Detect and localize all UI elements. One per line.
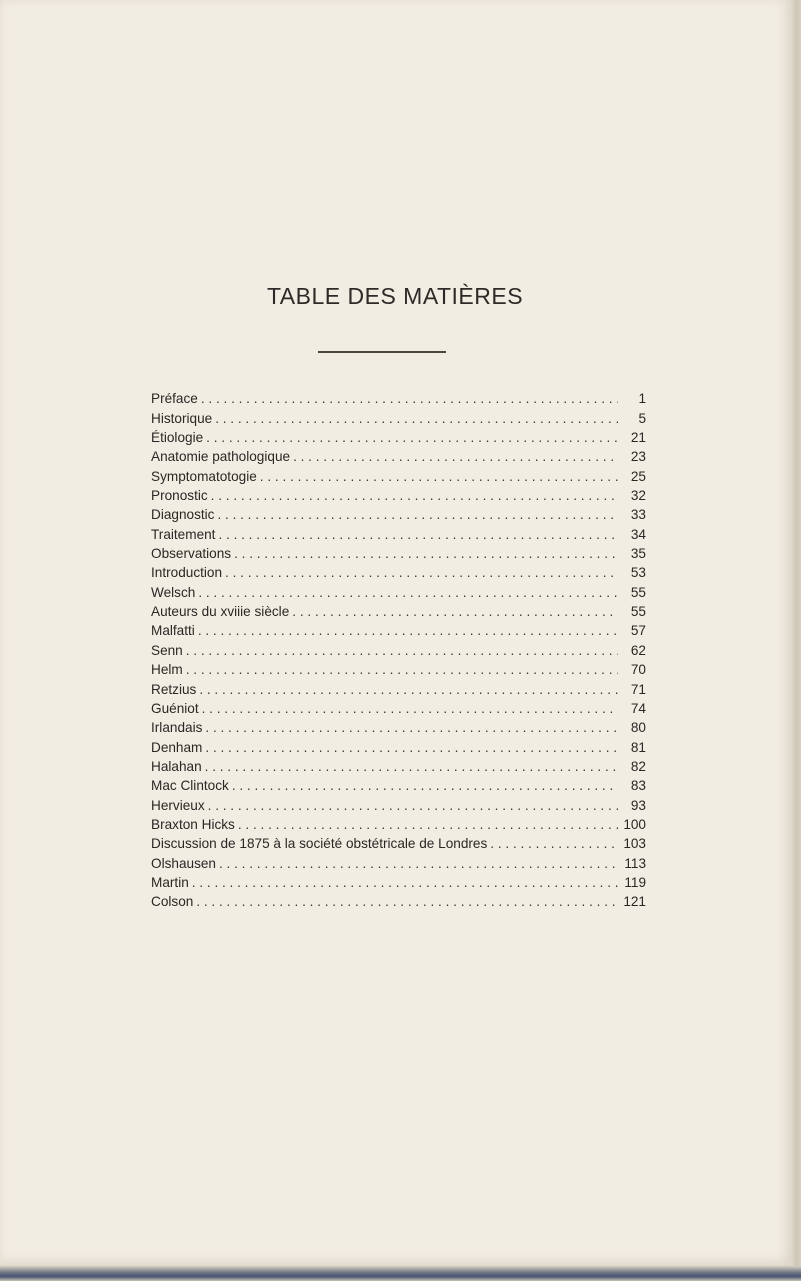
- toc-entry-label: Observations: [151, 546, 232, 562]
- toc-entry-page: 70: [630, 662, 646, 678]
- toc-entry: [151, 795, 646, 814]
- toc-entry-page: 21: [630, 430, 646, 446]
- toc-entry-page: 32: [630, 488, 646, 504]
- toc-entry-page: 71: [630, 681, 646, 697]
- toc-entry: [151, 660, 646, 679]
- dot-leader: [211, 486, 618, 505]
- toc-entry: [151, 640, 646, 659]
- toc-entry: [151, 718, 646, 737]
- toc-entry-page: 34: [630, 526, 646, 542]
- toc-entry-label: Irlandais: [151, 720, 203, 736]
- toc-entry: [151, 815, 646, 834]
- toc-entry-label: Discussion de 1875 à la société obstétricale de Londres: [151, 836, 488, 852]
- dot-leader: [260, 467, 618, 486]
- toc-entry-label: Préface: [151, 391, 198, 407]
- toc-entry: [151, 408, 646, 427]
- toc-entry: [151, 524, 646, 543]
- toc-entry-label: Malfatti: [151, 623, 195, 639]
- toc-entry-page: 53: [630, 565, 646, 581]
- toc-entry: [151, 776, 646, 795]
- toc-entry-label: Auteurs du xviiie siècle: [151, 604, 290, 620]
- toc-entry-label: Mac Clintock: [151, 778, 229, 794]
- toc-entry: [151, 699, 646, 718]
- dot-leader: [234, 544, 618, 563]
- toc-entry-label: Guéniot: [151, 700, 199, 716]
- toc-entry-page: 83: [630, 778, 646, 794]
- dot-leader: [199, 680, 618, 699]
- toc-entry-label: Traitement: [151, 526, 216, 542]
- toc-entry-page: 113: [624, 855, 646, 871]
- toc-entry: [151, 602, 646, 621]
- dot-leader: [205, 718, 618, 737]
- dot-leader: [218, 525, 618, 544]
- toc-entry: [151, 544, 646, 563]
- toc-entry-page: 33: [630, 507, 646, 523]
- toc-entry-label: Welsch: [151, 584, 196, 600]
- dot-leader: [201, 389, 618, 408]
- toc-entry-label: Hervieux: [151, 797, 205, 813]
- dot-leader: [293, 447, 618, 466]
- dot-leader: [206, 428, 618, 447]
- dot-leader: [292, 602, 618, 621]
- toc-entry-page: 81: [630, 739, 646, 755]
- toc-entry-page: 25: [630, 468, 646, 484]
- dot-leader: [205, 738, 618, 757]
- dot-leader: [238, 815, 618, 834]
- toc-entry-label: Pronostic: [151, 488, 208, 504]
- toc-entry-label: Retzius: [151, 681, 197, 697]
- dot-leader: [490, 834, 618, 853]
- toc-entry: [151, 892, 646, 911]
- toc-entry-label: Étiologie: [151, 430, 204, 446]
- toc-entry: [151, 466, 646, 485]
- toc-entry: [151, 834, 646, 853]
- toc-entry-label: Senn: [151, 642, 183, 658]
- toc-entry-page: 119: [624, 874, 646, 890]
- page-title: TABLE DES MATIÈRES: [266, 283, 524, 309]
- dot-leader: [192, 873, 618, 892]
- toc-entry-label: Diagnostic: [151, 507, 215, 523]
- toc-entry-label: Anatomie pathologique: [151, 449, 291, 465]
- toc-entry-page: 1: [638, 391, 646, 407]
- toc-entry: [151, 486, 646, 505]
- dot-leader: [198, 583, 618, 602]
- dot-leader: [186, 660, 618, 679]
- toc-entry-page: 93: [630, 797, 646, 813]
- dot-leader: [196, 892, 618, 911]
- toc-entry-label: Braxton Hicks: [151, 816, 235, 832]
- dot-leader: [186, 641, 618, 660]
- toc-entry-page: 23: [630, 449, 646, 465]
- dot-leader: [225, 563, 618, 582]
- dot-leader: [202, 699, 618, 718]
- toc-entry: [151, 582, 646, 601]
- toc-entry: [151, 679, 646, 698]
- toc-entry-page: 57: [630, 623, 646, 639]
- dot-leader: [208, 796, 618, 815]
- toc-entry: [151, 853, 646, 872]
- toc-entry-label: Colson: [151, 894, 194, 910]
- toc-entry-label: Historique: [151, 410, 213, 426]
- toc-entry-page: 82: [630, 758, 646, 774]
- title-divider: [318, 351, 446, 353]
- dot-leader: [205, 757, 618, 776]
- toc-entry: [151, 873, 646, 892]
- toc-entry-page: 55: [630, 584, 646, 600]
- toc-entry: [151, 447, 646, 466]
- dot-leader: [219, 854, 618, 873]
- toc-entry-page: 5: [638, 410, 646, 426]
- toc-entry: [151, 737, 646, 756]
- toc-entry-label: Helm: [151, 662, 183, 678]
- toc-entry: [151, 389, 646, 408]
- page-edge-right: [790, 0, 801, 1281]
- dot-leader: [232, 776, 618, 795]
- toc-entry: [151, 621, 646, 640]
- toc-entry-label: Halahan: [151, 758, 202, 774]
- toc-entry: [151, 757, 646, 776]
- toc-entry-page: 35: [630, 546, 646, 562]
- toc-entry-page: 100: [623, 816, 646, 832]
- toc-entry-page: 74: [630, 700, 646, 716]
- toc-entry-page: 80: [630, 720, 646, 736]
- toc-entry-page: 62: [630, 642, 646, 658]
- table-of-contents: [151, 389, 646, 911]
- toc-entry: [151, 563, 646, 582]
- toc-entry-label: Martin: [151, 874, 189, 890]
- toc-entry: [151, 505, 646, 524]
- toc-entry-label: Olshausen: [151, 855, 216, 871]
- toc-entry-page: 121: [623, 894, 646, 910]
- dot-leader: [217, 505, 618, 524]
- toc-entry: [151, 428, 646, 447]
- toc-entry-page: 103: [623, 836, 646, 852]
- toc-entry-label: Introduction: [151, 565, 223, 581]
- dot-leader: [198, 621, 618, 640]
- dot-leader: [215, 409, 618, 428]
- toc-entry-label: Denham: [151, 739, 203, 755]
- book-cover-edge: [0, 1266, 801, 1281]
- toc-entry-label: Symptomatotogie: [151, 468, 257, 484]
- toc-entry-page: 55: [630, 604, 646, 620]
